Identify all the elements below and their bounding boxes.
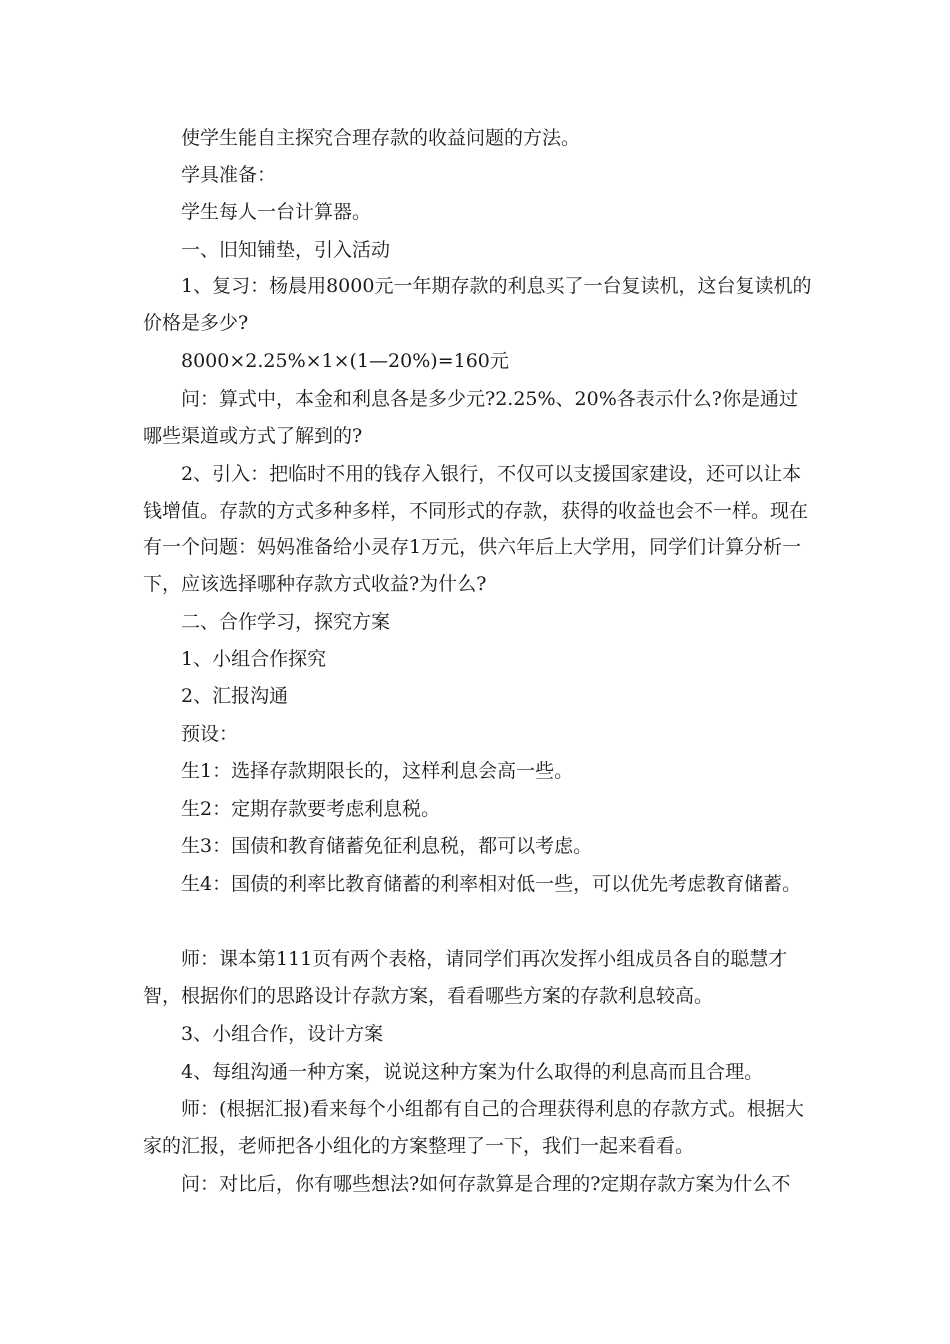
paragraph-preset: 预设： (181, 723, 239, 745)
paragraph-objective: 使学生能自主探究合理存款的收益问题的方法。 (181, 127, 581, 149)
paragraph-student-4: 生4：国债的利率比教育储蓄的利率相对低一些，可以优先考虑教育储蓄。 (181, 873, 802, 895)
paragraph-question-2: 问：对比后，你有哪些想法?如何存款算是合理的?定期存款方案为什么不 (181, 1173, 791, 1195)
paragraph-tools-heading: 学具准备： (181, 164, 277, 186)
paragraph-introduction: 2、引入：把临时不用的钱存入银行，不仅可以支援国家建设，还可以让本钱增值。存款的方式多种多样，不同形式的存款，获得的收益也会不一样。现在有一个问题：妈妈准备给小灵存1万元，供六年后上大学用，同学们计算分析一下，应该选择哪种存款方式收益?为什么? (143, 463, 809, 595)
paragraph-teacher-1: 师：课本第111页有两个表格，请同学们再次发挥小组成员各自的聪慧才智，根据你们的思路设计存款方案，看看哪些方案的存款利息较高。 (143, 948, 788, 1007)
paragraph-student-2: 生2：定期存款要考虑利息税。 (181, 798, 441, 820)
paragraph-student-1: 生1：选择存款期限长的，这样利息会高一些。 (181, 760, 574, 782)
paragraph-report: 2、汇报沟通 (181, 685, 289, 707)
paragraph-student-3: 生3：国债和教育储蓄免征利息税，都可以考虑。 (181, 835, 593, 857)
paragraph-formula: 8000×2.25%×1×(1—20%)=160元 (181, 350, 509, 372)
paragraph-group-explore: 1、小组合作探究 (181, 648, 327, 670)
paragraph-communicate: 4、每组沟通一种方案，说说这种方案为什么取得的利息高而且合理。 (181, 1061, 764, 1083)
paragraph-tools: 学生每人一台计算器。 (181, 201, 372, 223)
section-heading-1: 一、旧知铺垫，引入活动 (181, 239, 391, 261)
paragraph-teacher-2: 师：(根据汇报)看来每个小组都有自己的合理获得利息的存款方式。根据大家的汇报，老师把各小组化的方案整理了一下，我们一起来看看。 (143, 1098, 804, 1157)
paragraph-question-1: 问：算式中，本金和利息各是多少元?2.25%、20%各表示什么?你是通过哪些渠道或方式了解到的? (143, 388, 798, 447)
paragraph-review: 1、复习：杨晨用8000元一年期存款的利息买了一台复读机，这台复读机的价格是多少? (143, 275, 812, 334)
paragraph-design-plan: 3、小组合作，设计方案 (181, 1023, 384, 1045)
section-heading-2: 二、合作学习，探究方案 (181, 611, 391, 633)
